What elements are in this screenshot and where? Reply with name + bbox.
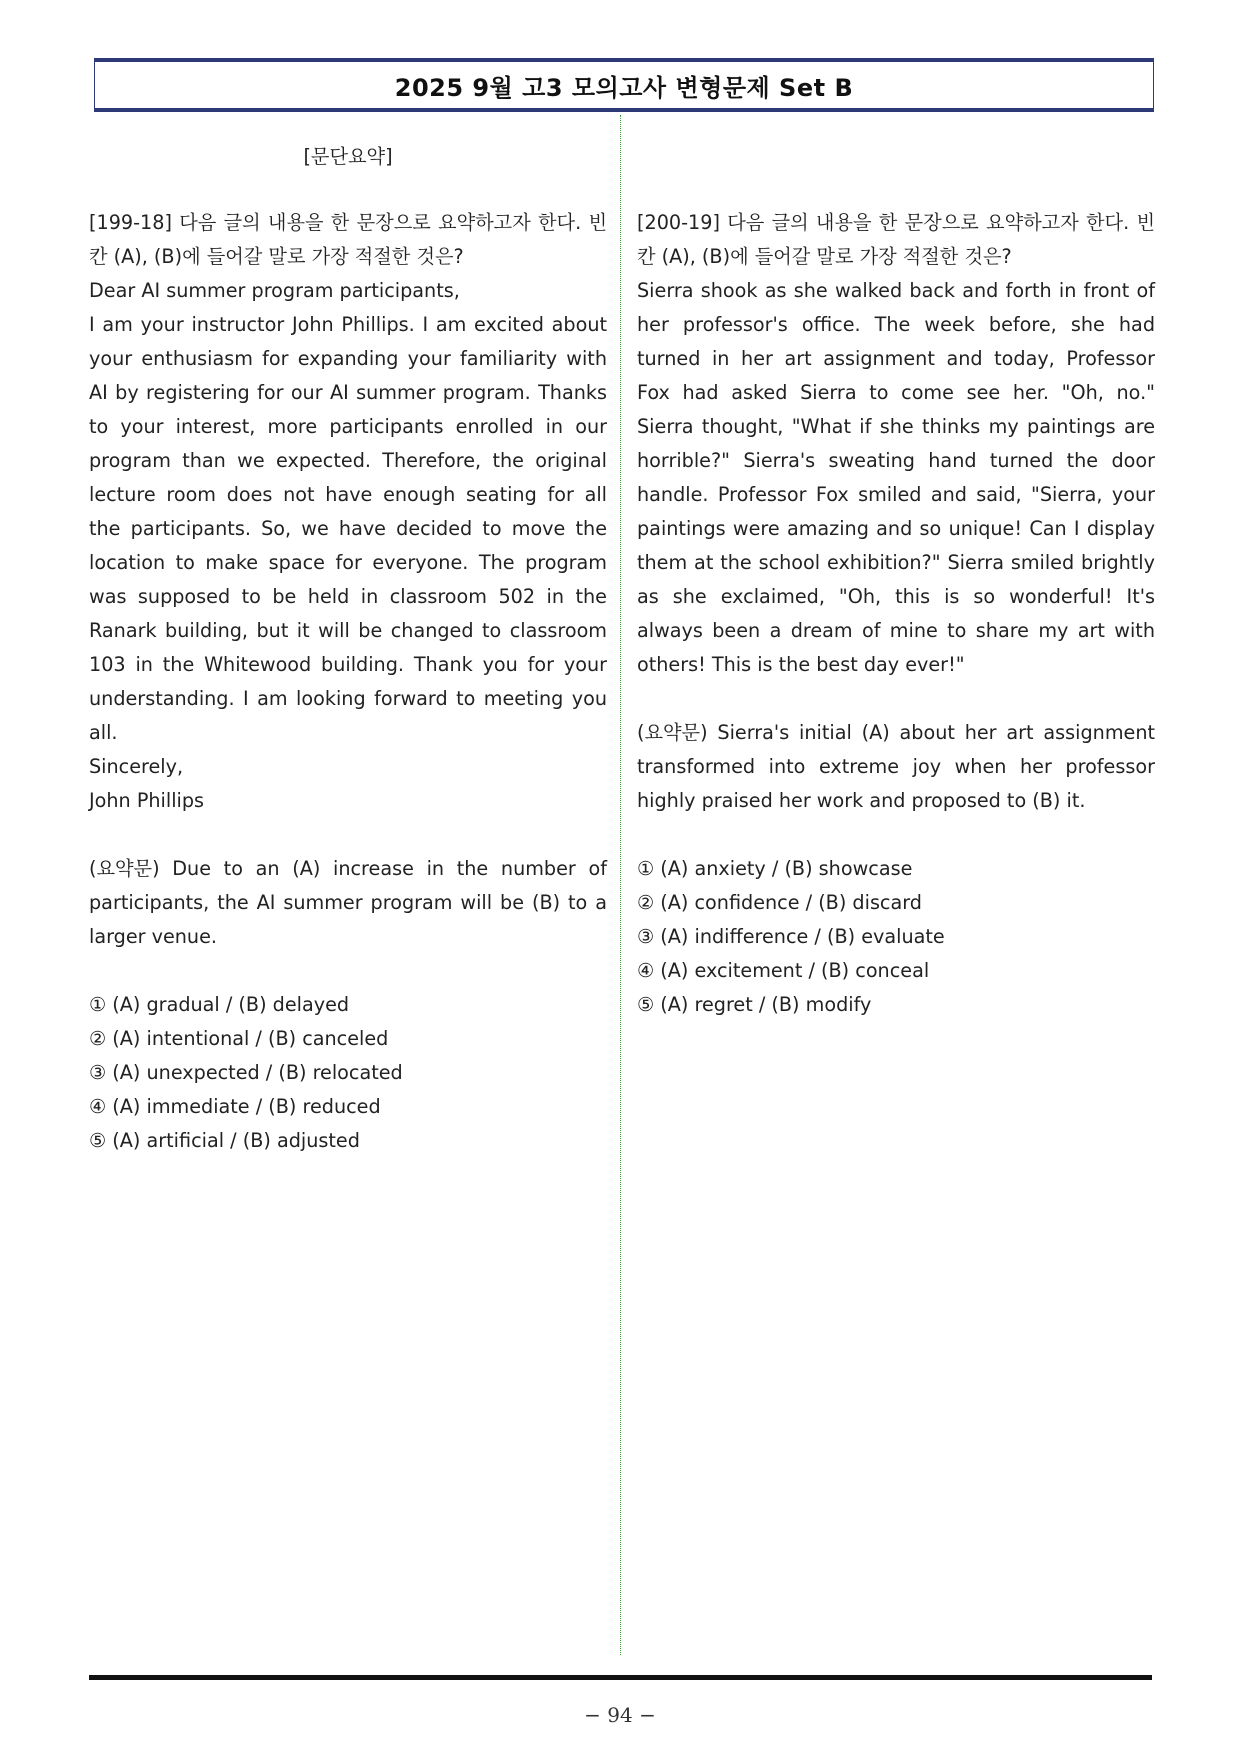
question-prompt: [199-18] 다음 글의 내용을 한 문장으로 요약하고자 한다. 빈칸 (A), (B)에 들어갈 말로 가장 적절한 것은?: [89, 211, 607, 268]
option-1[interactable]: ① (A) anxiety / (B) showcase: [637, 857, 913, 880]
option-3[interactable]: ③ (A) indifference / (B) evaluate: [637, 925, 945, 948]
letter-salutation: Dear AI summer program participants,: [89, 279, 460, 302]
right-column: [637, 140, 1155, 1022]
header-box: [94, 58, 1154, 112]
option-5[interactable]: ⑤ (A) regret / (B) modify: [637, 993, 872, 1016]
option-3[interactable]: ③ (A) unexpected / (B) relocated: [89, 1061, 403, 1084]
letter-closing: Sincerely,: [89, 755, 184, 778]
passage-body: Sierra shook as she walked back and forth in front of her professor's office. The week before, she had turned in her art assignment and today, Professor Fox had asked Sierra to come see her. "Oh, no." Sierra thought, "What if she thinks my paintings are horrible?" Sierra's sweating hand turned the door handle. Professor Fox smiled and said, "Sierra, your paintings were amazing and so unique! Can I display them at the school exhibition?" Sierra smiled brightly as she exclaimed, "Oh, this is so wonderful! It's always been a dream of mine to share my art with others! This is the best day ever!": [637, 279, 1155, 676]
summary-sentence: (요약문) Due to an (A) increase in the number of participants, the AI summer program will be (B) to a larger venue.: [89, 857, 607, 948]
left-column: [89, 140, 607, 1158]
footer-rule: [89, 1675, 1152, 1680]
summary-sentence: (요약문) Sierra's initial (A) about her art assignment transformed into extreme joy when her professor highly praised her work and proposed to (B) it.: [637, 721, 1155, 812]
column-divider: [620, 115, 621, 1655]
option-1[interactable]: ① (A) gradual / (B) delayed: [89, 993, 350, 1016]
answer-options: [637, 852, 1155, 1022]
option-4[interactable]: ④ (A) immediate / (B) reduced: [89, 1095, 381, 1118]
answer-options: [89, 988, 607, 1158]
letter-signature: John Phillips: [89, 789, 205, 812]
page-number: − 94 −: [584, 1703, 656, 1727]
option-5[interactable]: ⑤ (A) artificial / (B) adjusted: [89, 1129, 360, 1152]
option-4[interactable]: ④ (A) excitement / (B) conceal: [637, 959, 930, 982]
option-2[interactable]: ② (A) confidence / (B) discard: [637, 891, 922, 914]
option-2[interactable]: ② (A) intentional / (B) canceled: [89, 1027, 389, 1050]
section-label: [문단요약]: [303, 145, 393, 168]
question-prompt: [200-19] 다음 글의 내용을 한 문장으로 요약하고자 한다. 빈칸 (A), (B)에 들어갈 말로 가장 적절한 것은?: [637, 211, 1155, 268]
page-title: 2025 9월 고3 모의고사 변형문제 Set B: [394, 73, 854, 102]
passage-body: I am your instructor John Phillips. I am excited about your enthusiasm for expanding your familiarity with AI by registering for our AI summer program. Thanks to your interest, more participants enrolled in our program than we expected. Therefore, the original lecture room does not have enough seating for all the participants. So, we have decided to move the location to make space for everyone. The program was supposed to be held in classroom 502 in the Ranark building, but it will be changed to classroom 103 in the Whitewood building. Thank you for your understanding. I am looking forward to meeting you all.: [89, 313, 607, 744]
